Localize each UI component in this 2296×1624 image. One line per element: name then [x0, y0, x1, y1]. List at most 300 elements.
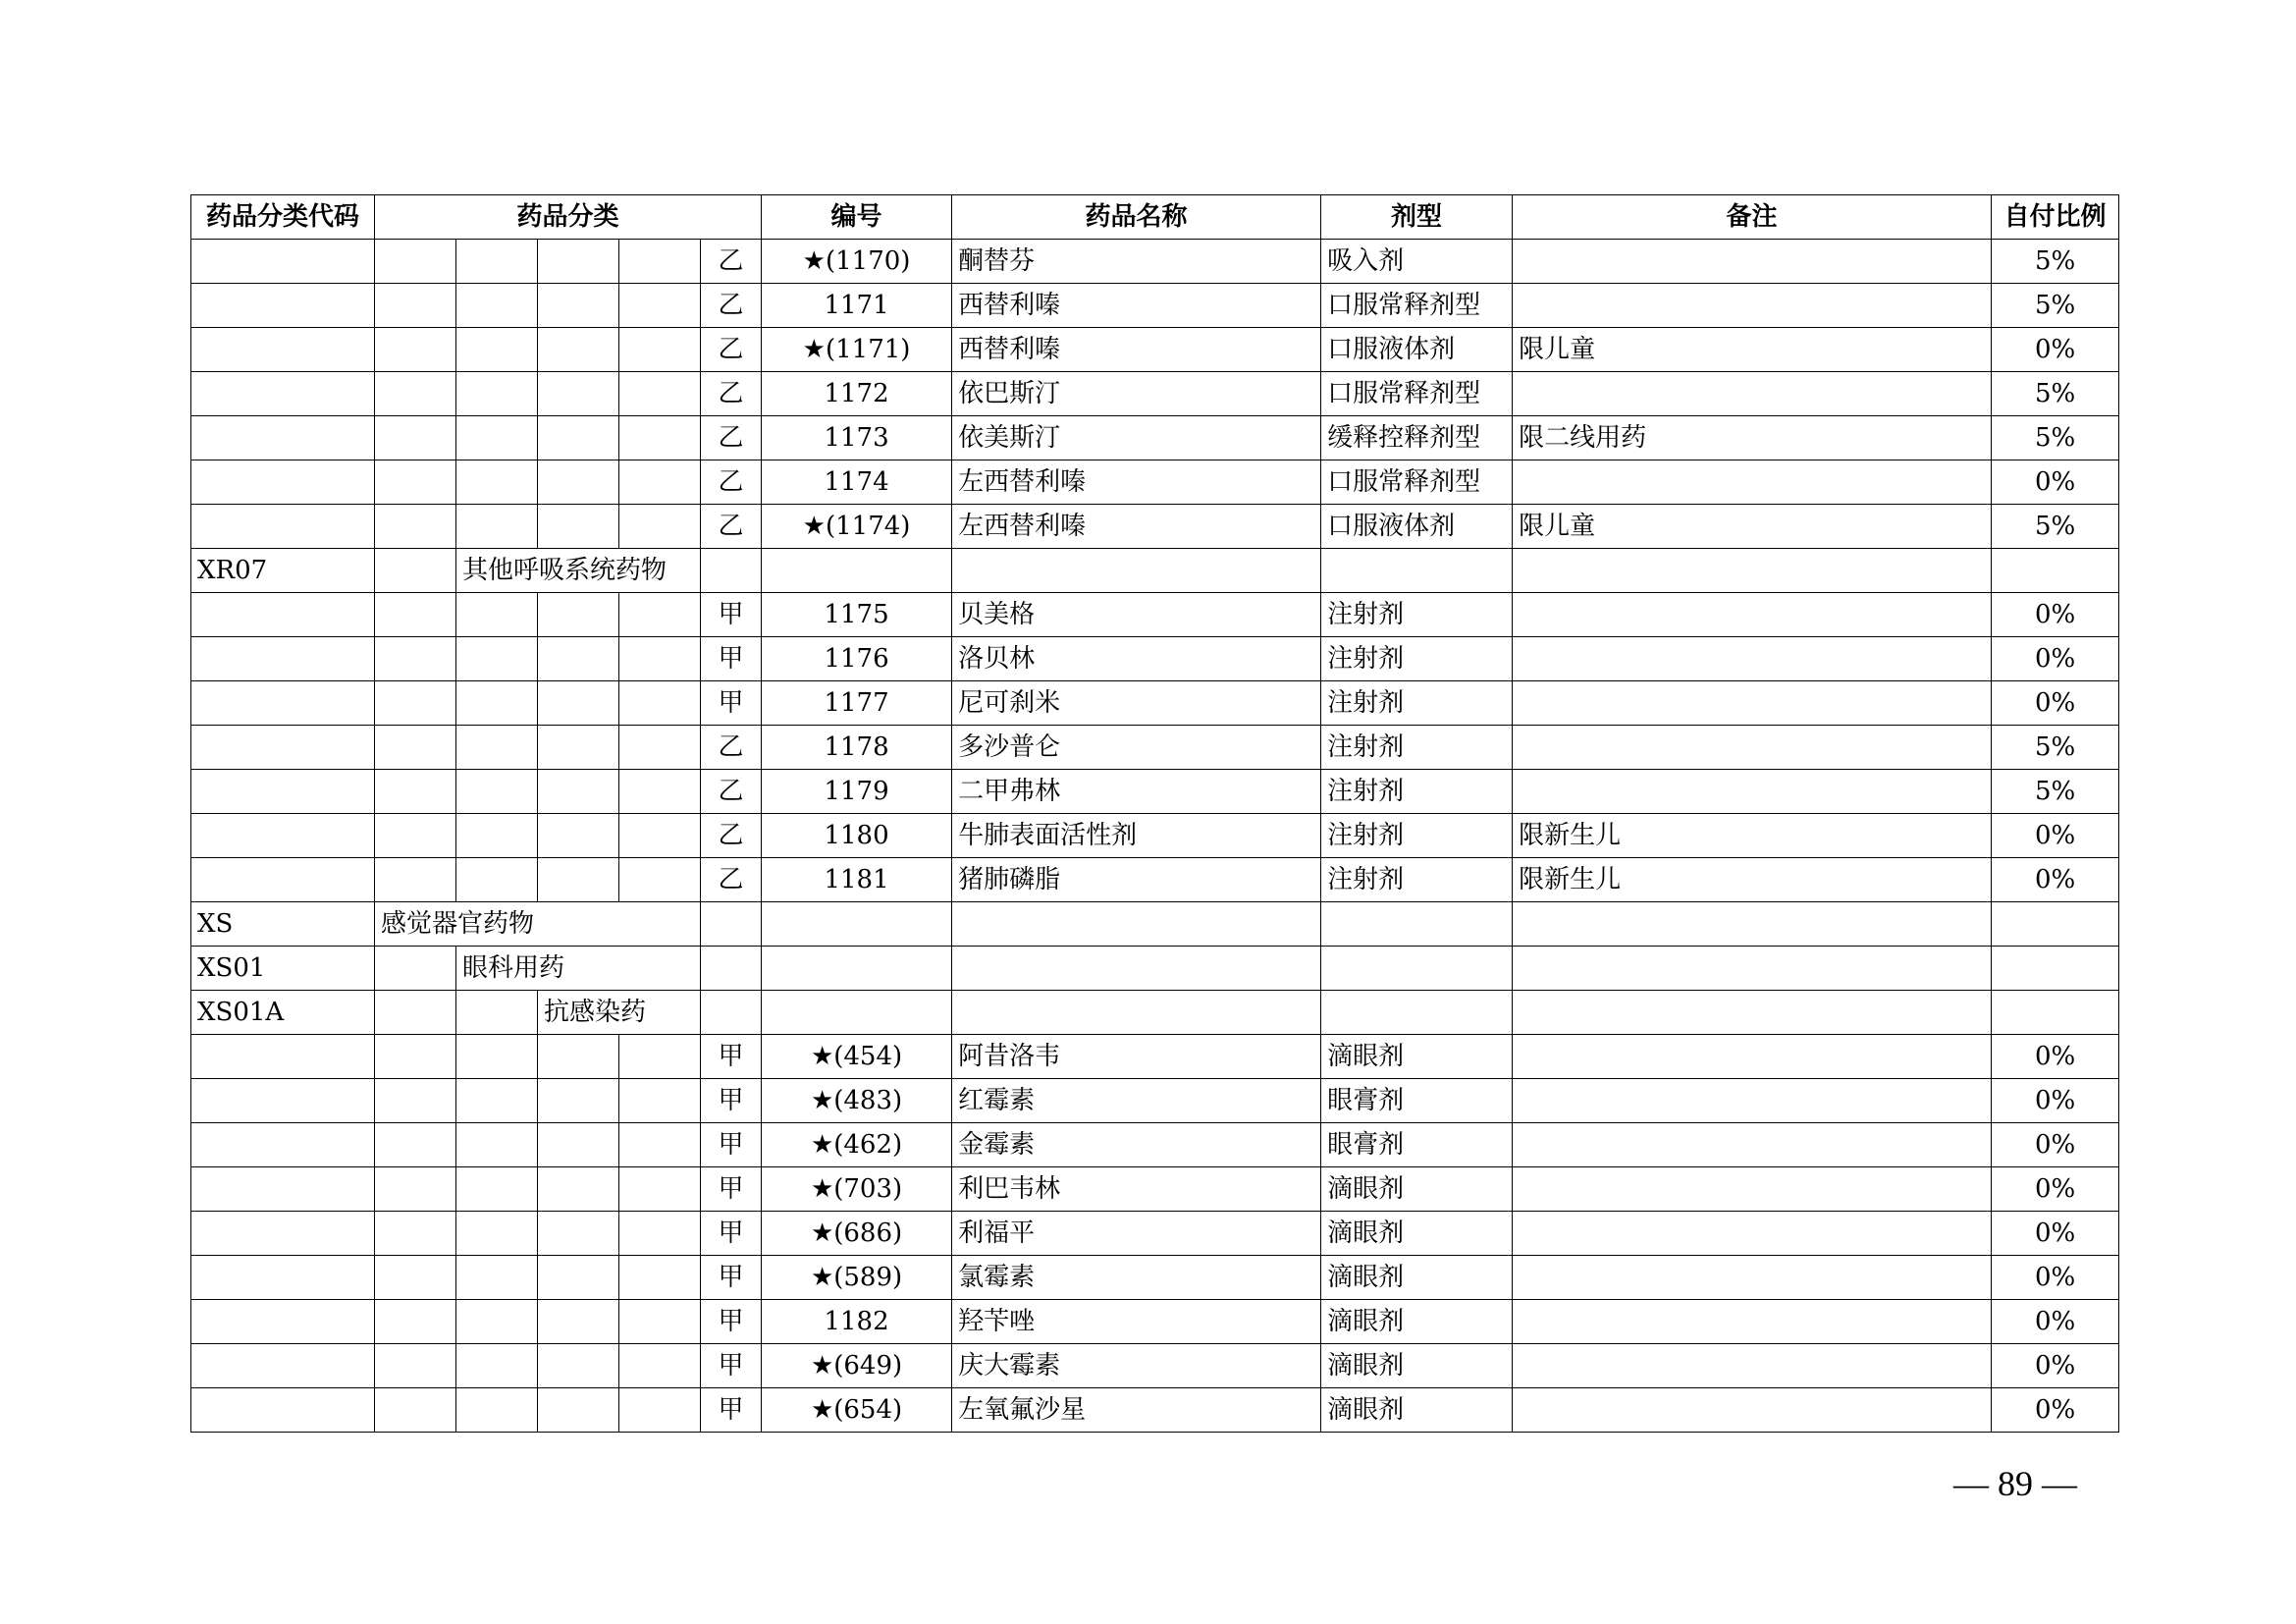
- ratio-cell: 0%: [1992, 1256, 2119, 1300]
- empty-cell: [1992, 991, 2119, 1035]
- remark-cell: [1513, 284, 1992, 328]
- drug-name-cell: 二甲弗林: [952, 770, 1321, 814]
- dosage-form-cell: 口服液体剂: [1321, 328, 1513, 372]
- ratio-cell: 0%: [1992, 858, 2119, 902]
- drug-row: [191, 814, 2119, 858]
- dosage-form-cell: 滴眼剂: [1321, 1344, 1513, 1388]
- ratio-cell: 0%: [1992, 593, 2119, 637]
- category-level-cell: [456, 460, 538, 505]
- code-cell: [191, 1123, 375, 1167]
- grade-cell: 甲: [701, 1035, 762, 1079]
- category-level-cell: [538, 726, 619, 770]
- ratio-cell: 5%: [1992, 416, 2119, 460]
- category-level-cell: [538, 1212, 619, 1256]
- empty-cell: [952, 549, 1321, 593]
- drug-name-cell: 阿昔洛韦: [952, 1035, 1321, 1079]
- category-level-cell: [375, 1256, 456, 1300]
- category-level-cell: [619, 637, 701, 681]
- empty-cell: [1992, 947, 2119, 991]
- category-level-cell: [375, 1079, 456, 1123]
- code-cell: [191, 505, 375, 549]
- category-level-cell: [375, 1300, 456, 1344]
- grade-cell: 乙: [701, 372, 762, 416]
- grade-cell: 乙: [701, 240, 762, 284]
- dosage-form-cell: 眼膏剂: [1321, 1079, 1513, 1123]
- category-level-cell: [456, 593, 538, 637]
- drug-row: [191, 1256, 2119, 1300]
- number-cell: ★(686): [762, 1212, 952, 1256]
- category-level-cell: [375, 460, 456, 505]
- empty-cell: [762, 902, 952, 947]
- category-level-cell: [456, 637, 538, 681]
- code-cell: [191, 814, 375, 858]
- grade-cell: 甲: [701, 637, 762, 681]
- code-cell: [191, 637, 375, 681]
- ratio-cell: 5%: [1992, 770, 2119, 814]
- code-cell: [191, 1079, 375, 1123]
- number-cell: 1176: [762, 637, 952, 681]
- number-cell: ★(703): [762, 1167, 952, 1212]
- category-level-cell: [619, 1123, 701, 1167]
- dosage-form-cell: 缓释控释剂型: [1321, 416, 1513, 460]
- drug-row: [191, 328, 2119, 372]
- empty-cell: [1992, 549, 2119, 593]
- number-cell: 1181: [762, 858, 952, 902]
- category-level-cell: [619, 1256, 701, 1300]
- category-level-cell: [619, 416, 701, 460]
- dosage-form-cell: 口服常释剂型: [1321, 460, 1513, 505]
- dosage-form-cell: 口服液体剂: [1321, 505, 1513, 549]
- number-cell: 1177: [762, 681, 952, 726]
- category-level-cell: [456, 1212, 538, 1256]
- category-level-cell: [619, 1035, 701, 1079]
- grade-cell: 甲: [701, 1167, 762, 1212]
- category-level-cell: [538, 1300, 619, 1344]
- category-level-cell: [375, 372, 456, 416]
- category-level-cell: [538, 1344, 619, 1388]
- empty-cell: [1513, 947, 1992, 991]
- category-level-cell: [619, 1300, 701, 1344]
- remark-cell: [1513, 593, 1992, 637]
- category-level-cell: [456, 1079, 538, 1123]
- number-cell: 1174: [762, 460, 952, 505]
- category-level-cell: [538, 681, 619, 726]
- drug-name-cell: 左西替利嗪: [952, 505, 1321, 549]
- category-level-cell: [456, 328, 538, 372]
- drug-row: [191, 593, 2119, 637]
- category-level-cell: [375, 637, 456, 681]
- dosage-form-cell: 注射剂: [1321, 726, 1513, 770]
- category-level-cell: [538, 770, 619, 814]
- empty-cell: [1321, 902, 1513, 947]
- header-category: 药品分类: [375, 195, 762, 240]
- header-number: 编号: [762, 195, 952, 240]
- remark-cell: [1513, 1167, 1992, 1212]
- drug-name-cell: 酮替芬: [952, 240, 1321, 284]
- category-level-cell: [375, 505, 456, 549]
- drug-row: [191, 726, 2119, 770]
- remark-cell: [1513, 1256, 1992, 1300]
- category-level-cell: [619, 1079, 701, 1123]
- category-level-cell: [375, 858, 456, 902]
- ratio-cell: 5%: [1992, 372, 2119, 416]
- drug-name-cell: 贝美格: [952, 593, 1321, 637]
- grade-cell: 乙: [701, 284, 762, 328]
- ratio-cell: 0%: [1992, 1123, 2119, 1167]
- dosage-form-cell: 滴眼剂: [1321, 1388, 1513, 1433]
- drug-name-cell: 多沙普仑: [952, 726, 1321, 770]
- category-level-cell: [538, 1035, 619, 1079]
- category-level-cell: [538, 1123, 619, 1167]
- code-cell: [191, 240, 375, 284]
- ratio-cell: 0%: [1992, 1079, 2119, 1123]
- category-code-cell: XS: [191, 902, 375, 947]
- grade-cell: 甲: [701, 593, 762, 637]
- header-ratio: 自付比例: [1992, 195, 2119, 240]
- code-cell: [191, 1300, 375, 1344]
- grade-cell: 甲: [701, 1344, 762, 1388]
- dosage-form-cell: 眼膏剂: [1321, 1123, 1513, 1167]
- empty-cell: [1513, 991, 1992, 1035]
- category-level-cell: [456, 770, 538, 814]
- category-level-cell: [538, 1388, 619, 1433]
- empty-cell: [952, 947, 1321, 991]
- number-cell: ★(654): [762, 1388, 952, 1433]
- header-code: 药品分类代码: [191, 195, 375, 240]
- category-code-cell: XS01A: [191, 991, 375, 1035]
- dosage-form-cell: 滴眼剂: [1321, 1212, 1513, 1256]
- dosage-form-cell: 注射剂: [1321, 593, 1513, 637]
- code-cell: [191, 1167, 375, 1212]
- drug-row: [191, 1035, 2119, 1079]
- number-cell: ★(1174): [762, 505, 952, 549]
- drug-name-cell: 左西替利嗪: [952, 460, 1321, 505]
- empty-cell: [762, 549, 952, 593]
- drug-row: [191, 1123, 2119, 1167]
- number-cell: 1180: [762, 814, 952, 858]
- category-level-cell: [375, 1212, 456, 1256]
- dosage-form-cell: 滴眼剂: [1321, 1035, 1513, 1079]
- remark-cell: [1513, 681, 1992, 726]
- number-cell: 1173: [762, 416, 952, 460]
- ratio-cell: 0%: [1992, 637, 2119, 681]
- category-code-cell: XS01: [191, 947, 375, 991]
- category-level-cell: [456, 1344, 538, 1388]
- drug-row: [191, 416, 2119, 460]
- drug-row: [191, 284, 2119, 328]
- remark-cell: 限儿童: [1513, 328, 1992, 372]
- code-cell: [191, 1388, 375, 1433]
- remark-cell: [1513, 372, 1992, 416]
- category-level-cell: [375, 1123, 456, 1167]
- category-level-cell: [456, 284, 538, 328]
- remark-cell: [1513, 240, 1992, 284]
- drug-table: [190, 194, 2119, 1433]
- category-level-cell: [375, 593, 456, 637]
- drug-row: [191, 681, 2119, 726]
- category-level-cell: [619, 858, 701, 902]
- code-cell: [191, 328, 375, 372]
- category-level-cell: [619, 1167, 701, 1212]
- code-cell: [191, 858, 375, 902]
- number-cell: 1172: [762, 372, 952, 416]
- grade-cell: 乙: [701, 416, 762, 460]
- table-body: [191, 240, 2119, 1433]
- empty-cell: [1321, 549, 1513, 593]
- category-blank-cell: [701, 902, 762, 947]
- drug-row: [191, 1167, 2119, 1212]
- category-label-cell: 抗感染药: [538, 991, 701, 1035]
- grade-cell: 乙: [701, 770, 762, 814]
- dosage-form-cell: 口服常释剂型: [1321, 284, 1513, 328]
- category-level-cell: [375, 1035, 456, 1079]
- remark-cell: 限新生儿: [1513, 858, 1992, 902]
- category-level-cell: [375, 726, 456, 770]
- category-row: [191, 549, 2119, 593]
- drug-row: [191, 637, 2119, 681]
- drug-name-cell: 洛贝林: [952, 637, 1321, 681]
- dosage-form-cell: 滴眼剂: [1321, 1167, 1513, 1212]
- category-level-cell: [538, 593, 619, 637]
- category-level-cell: [538, 858, 619, 902]
- category-level-cell: [456, 1123, 538, 1167]
- category-level-cell: [456, 240, 538, 284]
- category-label-cell: 其他呼吸系统药物: [456, 549, 701, 593]
- drug-name-cell: 西替利嗪: [952, 284, 1321, 328]
- grade-cell: 甲: [701, 1079, 762, 1123]
- remark-cell: [1513, 1300, 1992, 1344]
- remark-cell: [1513, 1344, 1992, 1388]
- category-blank-cell: [701, 991, 762, 1035]
- category-level-cell: [456, 814, 538, 858]
- drug-row: [191, 1388, 2119, 1433]
- header-remark: 备注: [1513, 195, 1992, 240]
- ratio-cell: 5%: [1992, 726, 2119, 770]
- grade-cell: 甲: [701, 1256, 762, 1300]
- category-level-cell: [538, 372, 619, 416]
- drug-row: [191, 1079, 2119, 1123]
- category-blank-cell: [701, 947, 762, 991]
- empty-cell: [1513, 549, 1992, 593]
- category-level-cell: [456, 505, 538, 549]
- empty-cell: [1321, 991, 1513, 1035]
- category-indent-cell: [456, 991, 538, 1035]
- grade-cell: 甲: [701, 1123, 762, 1167]
- ratio-cell: 0%: [1992, 681, 2119, 726]
- drug-name-cell: 左氧氟沙星: [952, 1388, 1321, 1433]
- category-blank-cell: [701, 549, 762, 593]
- drug-row: [191, 1212, 2119, 1256]
- dosage-form-cell: 吸入剂: [1321, 240, 1513, 284]
- category-level-cell: [375, 1167, 456, 1212]
- remark-cell: [1513, 1035, 1992, 1079]
- code-cell: [191, 593, 375, 637]
- category-level-cell: [538, 1079, 619, 1123]
- category-level-cell: [619, 1212, 701, 1256]
- number-cell: 1182: [762, 1300, 952, 1344]
- code-cell: [191, 416, 375, 460]
- dosage-form-cell: 注射剂: [1321, 814, 1513, 858]
- category-row: [191, 991, 2119, 1035]
- category-level-cell: [619, 240, 701, 284]
- category-level-cell: [456, 681, 538, 726]
- category-level-cell: [456, 1167, 538, 1212]
- drug-name-cell: 依美斯汀: [952, 416, 1321, 460]
- drug-name-cell: 尼可刹米: [952, 681, 1321, 726]
- drug-name-cell: 西替利嗪: [952, 328, 1321, 372]
- empty-cell: [952, 902, 1321, 947]
- category-level-cell: [619, 1344, 701, 1388]
- grade-cell: 甲: [701, 1388, 762, 1433]
- header-form: 剂型: [1321, 195, 1513, 240]
- ratio-cell: 0%: [1992, 1344, 2119, 1388]
- code-cell: [191, 726, 375, 770]
- ratio-cell: 0%: [1992, 460, 2119, 505]
- remark-cell: [1513, 1212, 1992, 1256]
- drug-name-cell: 利福平: [952, 1212, 1321, 1256]
- grade-cell: 甲: [701, 1300, 762, 1344]
- category-level-cell: [456, 416, 538, 460]
- ratio-cell: 0%: [1992, 1388, 2119, 1433]
- category-level-cell: [375, 284, 456, 328]
- category-level-cell: [619, 726, 701, 770]
- drug-name-cell: 氯霉素: [952, 1256, 1321, 1300]
- grade-cell: 乙: [701, 726, 762, 770]
- grade-cell: 乙: [701, 460, 762, 505]
- code-cell: [191, 372, 375, 416]
- category-label-cell: 感觉器官药物: [375, 902, 701, 947]
- category-row: [191, 947, 2119, 991]
- remark-cell: [1513, 1079, 1992, 1123]
- category-level-cell: [375, 770, 456, 814]
- dosage-form-cell: 注射剂: [1321, 858, 1513, 902]
- category-label-cell: 眼科用药: [456, 947, 701, 991]
- remark-cell: 限新生儿: [1513, 814, 1992, 858]
- empty-cell: [1321, 947, 1513, 991]
- category-level-cell: [538, 814, 619, 858]
- number-cell: 1175: [762, 593, 952, 637]
- drug-row: [191, 460, 2119, 505]
- drug-name-cell: 庆大霉素: [952, 1344, 1321, 1388]
- drug-row: [191, 240, 2119, 284]
- category-level-cell: [375, 1388, 456, 1433]
- category-level-cell: [456, 858, 538, 902]
- ratio-cell: 5%: [1992, 284, 2119, 328]
- drug-row: [191, 858, 2119, 902]
- number-cell: ★(589): [762, 1256, 952, 1300]
- dosage-form-cell: 注射剂: [1321, 770, 1513, 814]
- drug-name-cell: 金霉素: [952, 1123, 1321, 1167]
- drug-name-cell: 红霉素: [952, 1079, 1321, 1123]
- category-level-cell: [619, 593, 701, 637]
- dosage-form-cell: 注射剂: [1321, 681, 1513, 726]
- category-level-cell: [375, 814, 456, 858]
- remark-cell: [1513, 637, 1992, 681]
- code-cell: [191, 770, 375, 814]
- ratio-cell: 0%: [1992, 1212, 2119, 1256]
- ratio-cell: 0%: [1992, 328, 2119, 372]
- category-level-cell: [456, 1300, 538, 1344]
- empty-cell: [1513, 902, 1992, 947]
- category-level-cell: [538, 284, 619, 328]
- category-level-cell: [538, 1256, 619, 1300]
- category-level-cell: [456, 1388, 538, 1433]
- grade-cell: 甲: [701, 681, 762, 726]
- category-level-cell: [619, 1388, 701, 1433]
- remark-cell: [1513, 770, 1992, 814]
- category-level-cell: [375, 681, 456, 726]
- empty-cell: [952, 991, 1321, 1035]
- category-level-cell: [456, 372, 538, 416]
- number-cell: ★(462): [762, 1123, 952, 1167]
- dosage-form-cell: 口服常释剂型: [1321, 372, 1513, 416]
- code-cell: [191, 1344, 375, 1388]
- category-row: [191, 902, 2119, 947]
- drug-row: [191, 372, 2119, 416]
- code-cell: [191, 1256, 375, 1300]
- category-indent-cell: [375, 991, 456, 1035]
- category-level-cell: [619, 770, 701, 814]
- empty-cell: [762, 991, 952, 1035]
- category-level-cell: [619, 372, 701, 416]
- category-indent-cell: [375, 947, 456, 991]
- category-level-cell: [538, 460, 619, 505]
- drug-row: [191, 1344, 2119, 1388]
- remark-cell: [1513, 1123, 1992, 1167]
- remark-cell: [1513, 460, 1992, 505]
- category-level-cell: [619, 814, 701, 858]
- drug-name-cell: 牛肺表面活性剂: [952, 814, 1321, 858]
- grade-cell: 乙: [701, 814, 762, 858]
- grade-cell: 乙: [701, 858, 762, 902]
- number-cell: ★(1171): [762, 328, 952, 372]
- category-level-cell: [375, 328, 456, 372]
- category-level-cell: [619, 505, 701, 549]
- code-cell: [191, 1035, 375, 1079]
- ratio-cell: 0%: [1992, 814, 2119, 858]
- category-level-cell: [538, 637, 619, 681]
- code-cell: [191, 1212, 375, 1256]
- grade-cell: 乙: [701, 328, 762, 372]
- dosage-form-cell: 滴眼剂: [1321, 1256, 1513, 1300]
- ratio-cell: 0%: [1992, 1167, 2119, 1212]
- number-cell: 1178: [762, 726, 952, 770]
- drug-row: [191, 1300, 2119, 1344]
- drug-name-cell: 依巴斯汀: [952, 372, 1321, 416]
- header-name: 药品名称: [952, 195, 1321, 240]
- category-level-cell: [375, 416, 456, 460]
- empty-cell: [762, 947, 952, 991]
- ratio-cell: 0%: [1992, 1035, 2119, 1079]
- drug-row: [191, 505, 2119, 549]
- category-level-cell: [619, 681, 701, 726]
- category-level-cell: [375, 1344, 456, 1388]
- category-level-cell: [538, 1167, 619, 1212]
- dosage-form-cell: 注射剂: [1321, 637, 1513, 681]
- remark-cell: [1513, 726, 1992, 770]
- drug-name-cell: 猪肺磷脂: [952, 858, 1321, 902]
- category-indent-cell: [375, 549, 456, 593]
- table-header-row: [191, 195, 2119, 240]
- category-level-cell: [375, 240, 456, 284]
- code-cell: [191, 284, 375, 328]
- drug-name-cell: 羟苄唑: [952, 1300, 1321, 1344]
- category-level-cell: [619, 328, 701, 372]
- grade-cell: 乙: [701, 505, 762, 549]
- category-level-cell: [456, 1035, 538, 1079]
- number-cell: ★(1170): [762, 240, 952, 284]
- category-level-cell: [538, 505, 619, 549]
